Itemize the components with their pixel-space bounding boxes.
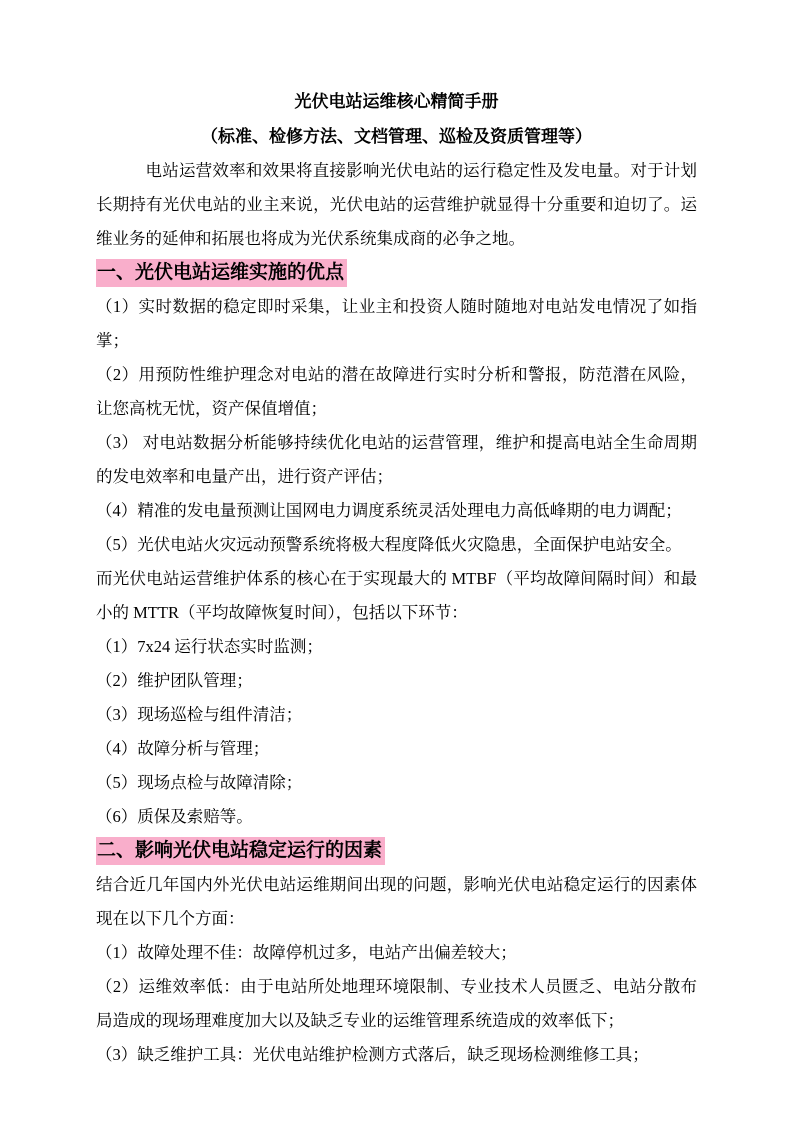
section1-step-item: （4）故障分析与管理； (96, 739, 270, 758)
section1-advantage-item: （4）精准的发电量预测让国网电力调度系统灵活处理电力高低峰期的电力调配； (96, 501, 682, 520)
section1-heading-text: 一、光伏电站运维实施的优点 (96, 259, 347, 287)
doc-title: 光伏电站运维核心精简手册 (294, 92, 499, 111)
section2-intro-paragraph: 结合近几年国内外光伏电站运维期间出现的问题，影响光伏电站稳定运行的因素体现在以下几个方面： (96, 875, 697, 928)
section1-step-item: （6）质保及索赔等。 (96, 807, 253, 826)
section1-advantage-item: （5）光伏电站火灾远动预警系统将极大程度降低火灾隐患，全面保护电站安全。 (96, 535, 682, 554)
core-paragraph: 而光伏电站运营维护体系的核心在于实现最大的 MTBF（平均故障间隔时间）和最小的 MTTR（平均故障恢复时间），包括以下环节： (96, 569, 697, 622)
section1-step-item: （5）现场点检与故障清除； (96, 773, 303, 792)
section1-advantage-item: （1）实时数据的稳定即时采集，让业主和投资人随时随地对电站发电情况了如指掌； (96, 297, 697, 350)
section1-advantage-item: （3） 对电站数据分析能够持续优化电站的运营管理，维护和提高电站全生命周期的发电效率和电量产出，进行资产评估； (96, 433, 697, 486)
document-content (96, 0, 697, 1072)
doc-subtitle: （标准、检修方法、文档管理、巡检及资质管理等） (201, 127, 592, 146)
section2-factor-item: （2）运维效率低：由于电站所处地理环境限制、专业技术人员匮乏、电站分散布局造成的现场理难度加大以及缺乏专业的运维管理系统造成的效率低下； (96, 977, 697, 1030)
section1-step-item: （2）维护团队管理； (96, 671, 253, 690)
section2-heading (96, 834, 697, 868)
section2-factor-item: （3）缺乏维护工具：光伏电站维护检测方式落后，缺乏现场检测维修工具； (96, 1045, 649, 1064)
section2-factor-item: （1）故障处理不佳：故障停机过多，电站产出偏差较大； (96, 943, 517, 962)
section1-step-item: （1）7x24 运行状态实时监测； (96, 637, 323, 656)
section1-step-item: （3）现场巡检与组件清洁； (96, 705, 303, 724)
intro-paragraph: 电站运营效率和效果将直接影响光伏电站的运行稳定性及发电量。对于计划长期持有光伏电站的业主来说，光伏电站的运营维护就显得十分重要和迫切了。运维业务的延伸和拓展也将成为光伏系统集成商的必争之地。 (96, 161, 697, 248)
section1-advantage-item: （2）用预防性维护理念对电站的潜在故障进行实时分析和警报，防范潜在风险，让您高枕无忧，资产保值增值； (96, 365, 697, 418)
section2-heading-text: 二、影响光伏电站稳定运行的因素 (96, 837, 385, 865)
section1-heading (96, 256, 697, 290)
